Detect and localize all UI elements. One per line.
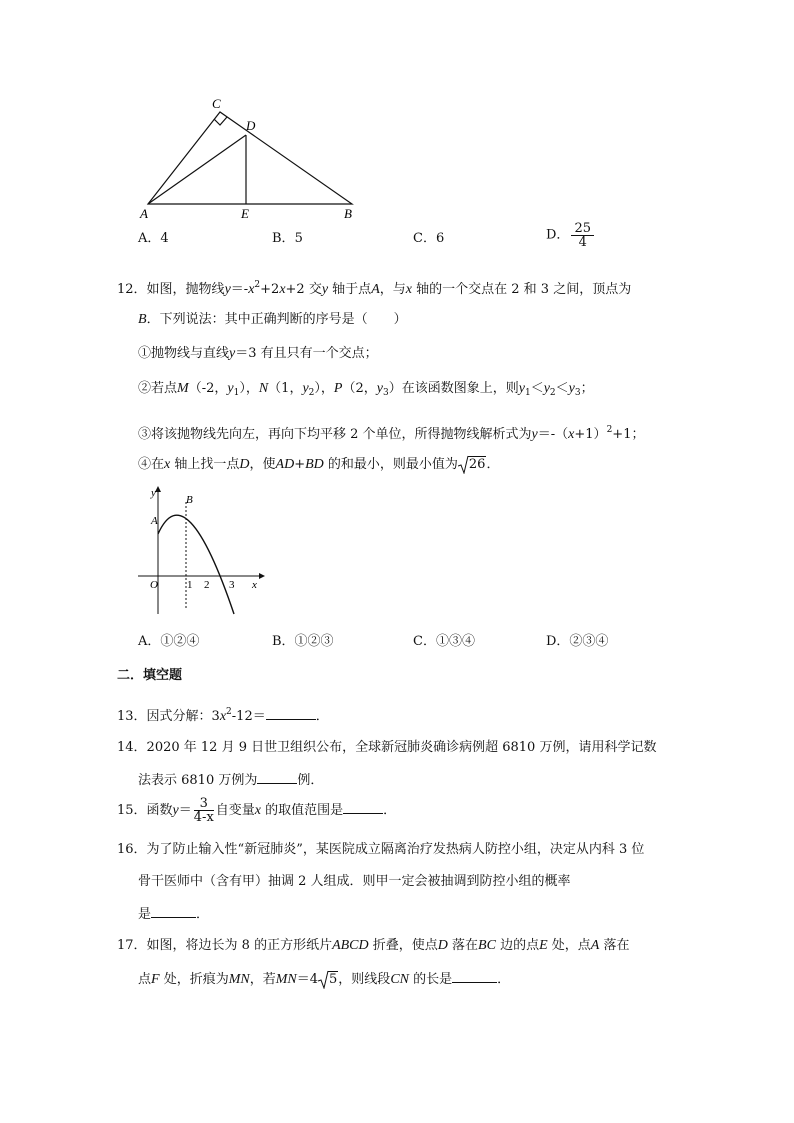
q15: 15．函数y＝ $\frac{3}{4-x}$ 自变量x 的取值范围是 ． bbox=[117, 796, 397, 825]
q12-statement-4: ④在x 轴上找一点D，使AD+BD 的和最小，则最小值为 26． bbox=[138, 457, 500, 472]
q12-option-a: A．①②④ bbox=[138, 634, 200, 649]
q12-statement-1: ①抛物线与直线y＝3 有且只有一个交点； bbox=[138, 346, 378, 361]
q11-option-b: B．5 bbox=[272, 231, 303, 246]
parabola-graph bbox=[138, 484, 268, 619]
graph-label-x: x bbox=[252, 579, 257, 591]
answer-blank bbox=[151, 905, 196, 918]
sqrt-5: 5 bbox=[318, 971, 338, 989]
q13: 13．因式分解：$3x^2-12=$ ． bbox=[117, 707, 329, 724]
fraction-3-over-4-x: $\frac{3}{4-x}$ bbox=[193, 796, 214, 825]
q12-line1: 12．如图，抛物线$y=-x^2+2x+2$ 交y 轴于点A，与x 轴的一个交点在 2 和 3 之间，顶点为 bbox=[117, 280, 632, 297]
graph-tick-2: 2 bbox=[204, 579, 210, 591]
answer-blank bbox=[257, 771, 297, 784]
right-angle-mark bbox=[214, 117, 227, 125]
q16-line1: 16．为了防止输入性“新冠肺炎”，某医院成立隔离治疗发热病人防控小组，决定从内科 3 位 bbox=[117, 842, 645, 857]
answer-blank bbox=[266, 707, 316, 720]
graph-label-b: B bbox=[186, 494, 193, 506]
q12-line2: B．下列说法：其中正确判断的序号是（ ） bbox=[138, 312, 407, 327]
q12-statement-3: ③将该抛物线先向左，再向下均平移 2 个单位，所得抛物线解析式为$y=-(x+1)^2+1$； bbox=[138, 425, 645, 442]
q12-statement-2: ②若点M（-2，$y_1$），N（1，$y_2$），P（2，$y_3$）在该函数图象上，则$y_1<y_2<y_3$； bbox=[138, 381, 594, 398]
q14-line2: 法表示 6810 万例为 例． bbox=[138, 773, 324, 788]
segment-ad bbox=[148, 135, 246, 204]
answer-blank bbox=[343, 801, 383, 814]
graph-label-y: y bbox=[151, 487, 156, 499]
label-d: D bbox=[246, 118, 256, 133]
graph-tick-3: 3 bbox=[229, 579, 235, 591]
label-a: A bbox=[140, 206, 148, 221]
q11-option-d: D． $\frac{25}{4}$ bbox=[546, 222, 596, 249]
label-b: B bbox=[344, 206, 352, 221]
q16-line2: 骨干医师中（含有甲）抽调 2 人组成．则甲一定会被抽调到防控小组的概率 bbox=[138, 874, 571, 889]
answer-blank bbox=[452, 970, 497, 983]
q11-option-c: C．6 bbox=[413, 231, 445, 246]
q12-option-c: C．①③④ bbox=[413, 634, 475, 649]
parabola-curve bbox=[158, 515, 234, 614]
q17-line1: 17．如图，将边长为 8 的正方形纸片ABCD 折叠，使点D 落在BC 边的点E 处，点A 落在 bbox=[117, 938, 630, 953]
graph-label-o: O bbox=[150, 579, 158, 591]
label-e: E bbox=[241, 206, 249, 221]
fraction-25-4: $\frac{25}{4}$ bbox=[571, 222, 594, 249]
graph-tick-1: 1 bbox=[187, 579, 193, 591]
q16-line3: 是 ． bbox=[138, 907, 210, 922]
label-c: C bbox=[212, 96, 221, 111]
q11-option-a: A．4 bbox=[138, 231, 169, 246]
sqrt-26: 26 bbox=[458, 456, 487, 474]
q17-line2: 点F 处，折痕为MN，若MN＝4 5，则线段CN 的长是 ． bbox=[138, 972, 511, 987]
q12-option-d: D．②③④ bbox=[546, 634, 609, 649]
q14-line1: 14．2020 年 12 月 9 日世卫组织公布，全球新冠肺炎确诊病例超 6810 万例，请用科学记数 bbox=[117, 740, 657, 755]
triangle-figure bbox=[130, 92, 370, 222]
section-heading: 二．填空题 bbox=[117, 668, 183, 683]
q12-option-b: B．①②③ bbox=[272, 634, 334, 649]
graph-label-a: A bbox=[151, 515, 158, 527]
